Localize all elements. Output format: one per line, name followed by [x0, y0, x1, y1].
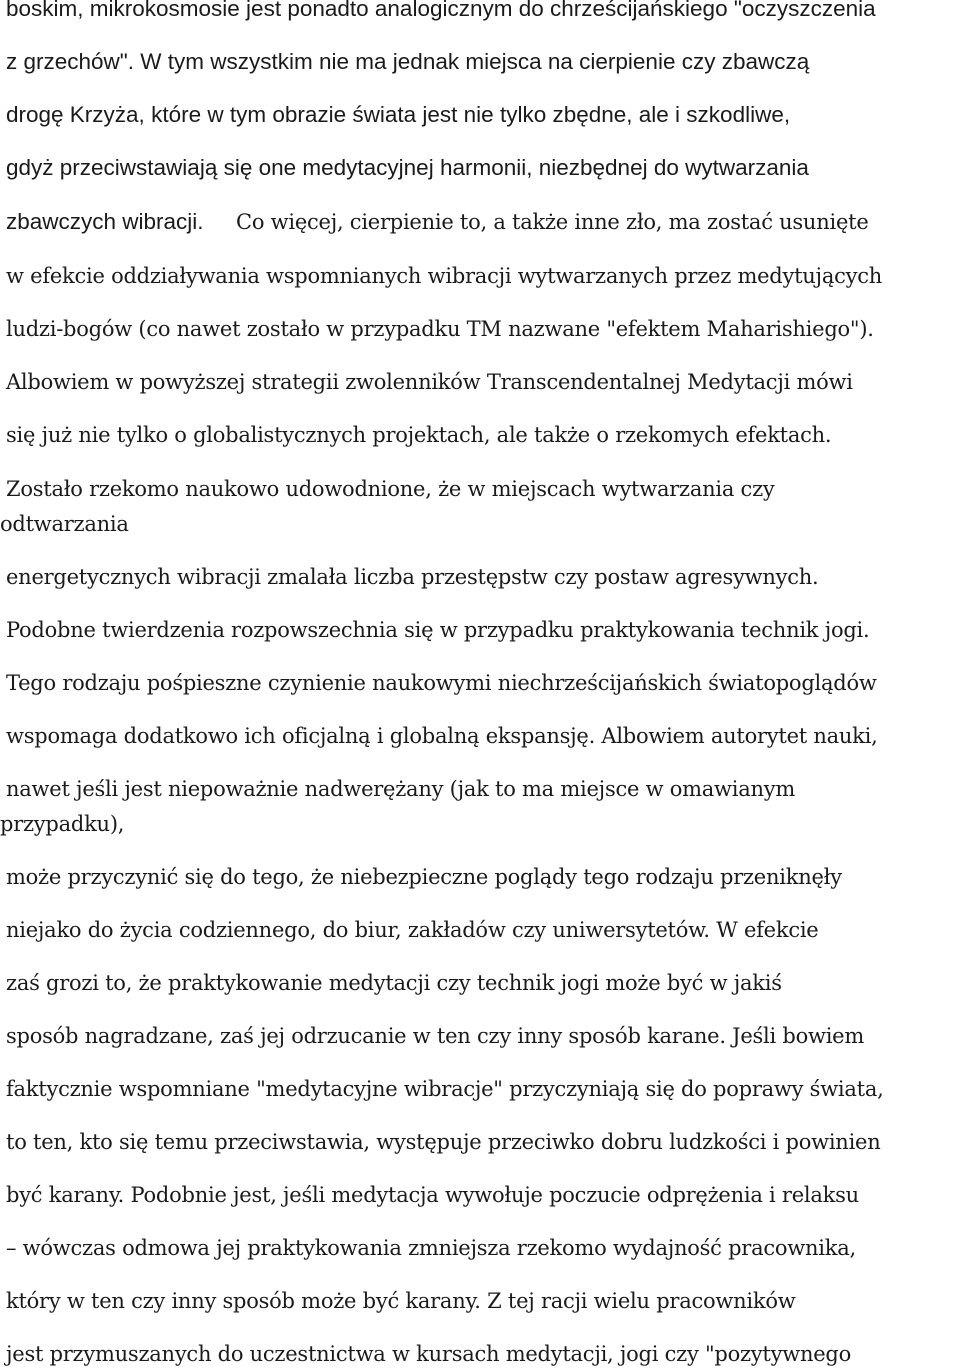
text-line: który w ten czy inny sposób może być karany. Z tej racji wielu pracowników [6, 1289, 796, 1313]
text-line: zaś grozi to, że praktykowanie medytacji czy technik jogi może być w jakiś [6, 971, 782, 995]
text-line: Tego rodzaju pośpieszne czynienie naukowymi niechrześcijańskich światopoglądów [6, 671, 877, 695]
text-line: Podobne twierdzenia rozpowszechnia się w przypadku praktykowania technik jogi. [6, 618, 870, 642]
text-line: się już nie tylko o globalistycznych projektach, ale także o rzekomych efektach. [6, 423, 832, 447]
text-line: wspomaga dodatkowo ich oficjalną i globalną ekspansję. Albowiem autorytet nauki, [6, 724, 878, 748]
text-line: gdyż przeciwstawiają się one medytacyjnej harmonii, niezbędnej do wytwarzania [6, 155, 809, 180]
text-line: Albowiem w powyższej strategii zwolenników Transcendentalnej Medytacji mówi [6, 370, 853, 394]
text-line: ludzi-bogów (co nawet zostało w przypadku TM nazwane "efektem Maharishiego"). [6, 317, 874, 341]
text-line: energetycznych wibracji zmalała liczba przestępstw czy postaw agresywnych. [6, 565, 819, 589]
text-line: w efekcie oddziaływania wspomnianych wibracji wytwarzanych przez medytujących [6, 264, 882, 288]
text-line: drogę Krzyża, które w tym obrazie świata jest nie tylko zbędne, ale i szkodliwe, [6, 102, 791, 127]
text-line: zbawczych wibracji. [6, 209, 204, 234]
text-line: nawet jeśli jest niepoważnie nadwerężany (jak to ma miejsce w omawianym [6, 777, 796, 801]
text-line: przypadku), [0, 812, 125, 836]
text-line: sposób nagradzane, zaś jej odrzucanie w ten czy inny sposób karane. Jeśli bowiem [6, 1024, 865, 1048]
text-line: faktycznie wspomniane "medytacyjne wibracje" przyczyniają się do poprawy świata, [6, 1077, 884, 1101]
text-line: – wówczas odmowa jej praktykowania zmniejsza rzekomo wydajność pracownika, [6, 1236, 856, 1260]
text-line: odtwarzania [0, 512, 129, 536]
text-line: boskim, mikrokosmosie jest ponadto analogicznym do chrześcijańskiego "oczyszczenia [6, 0, 876, 21]
text-line: być karany. Podobnie jest, jeśli medytacja wywołuje poczucie odprężenia i relaksu [6, 1183, 859, 1207]
text-line: niejako do życia codziennego, do biur, zakładów czy uniwersytetów. W efekcie [6, 918, 819, 942]
text-line: Co więcej, cierpienie to, a także inne zło, ma zostać usunięte [236, 210, 869, 234]
text-line: to ten, kto się temu przeciwstawia, występuje przeciwko dobru ludzkości i powinien [6, 1130, 881, 1154]
text-line: może przyczynić się do tego, że niebezpieczne poglądy tego rodzaju przeniknęły [6, 865, 842, 889]
text-line: z grzechów". W tym wszystkim nie ma jednak miejsca na cierpienie czy zbawczą [6, 49, 810, 74]
text-line: jest przymuszanych do uczestnictwa w kursach medytacji, jogi czy "pozytywnego [6, 1342, 851, 1366]
text-line: Zostało rzekomo naukowo udowodnione, że w miejscach wytwarzania czy [6, 477, 775, 501]
